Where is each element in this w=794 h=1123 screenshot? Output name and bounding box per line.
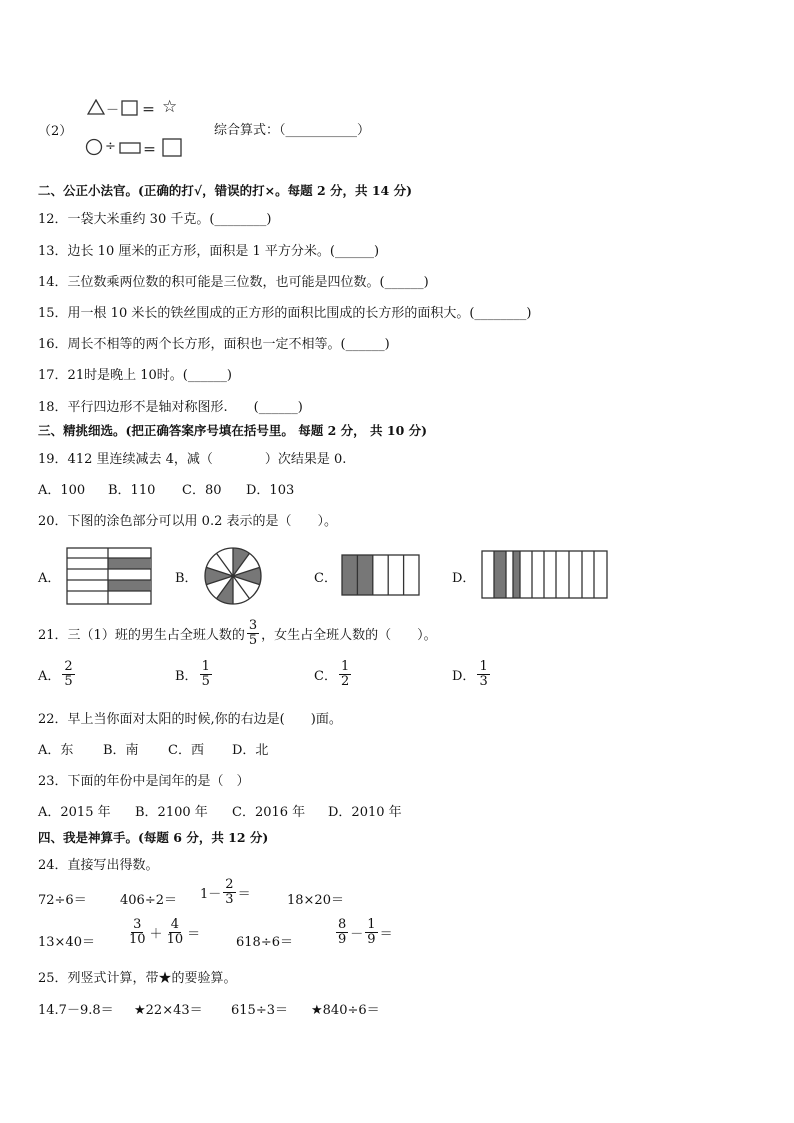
question-18: 18．平行四边形不是轴对称图形. (______) [38, 400, 303, 415]
q21-option-b-num: 1 [201, 659, 210, 674]
question-16: 16．周长不相等的两个长方形，面积也一定不相等。(______) [38, 337, 390, 352]
calc-72-div-6: 72÷6＝ [38, 893, 87, 908]
plus-sign: ＋ [149, 926, 163, 942]
calc-618-div-6: 618÷6＝ [236, 935, 293, 950]
equals-sign: ＝ [379, 926, 393, 942]
frac-den: 10 [129, 931, 146, 947]
q22-option-c: C．西 [168, 743, 204, 758]
calc-615-div-3: 615÷3＝ [231, 1003, 288, 1018]
question-12: 12．一袋大米重约 30 千克。(________) [38, 212, 272, 227]
q22-option-d: D．北 [232, 743, 269, 758]
q22-option-a: A．东 [38, 743, 74, 758]
question-13: 13．边长 10 厘米的正方形，面积是 1 平方分米。(______) [38, 244, 380, 259]
square-icon [121, 100, 138, 116]
q23-option-c: C．2016 年 [232, 805, 306, 820]
question-21 [38, 619, 437, 647]
frac-num: 1 [367, 917, 376, 932]
q21-option-d-label: D． [452, 668, 476, 684]
q21-option-a-den: 5 [64, 673, 73, 689]
q21-fraction [247, 619, 259, 647]
q21-option-c [314, 660, 353, 688]
q21-option-c-label: C． [314, 668, 337, 684]
q23-option-a: A．2015 年 [38, 805, 111, 820]
q20-figure-a [66, 547, 152, 605]
frac-num: 3 [133, 917, 142, 932]
q20-figure-c [341, 554, 421, 596]
question-20: 20．下图的涂色部分可以用 0.2 表示的是（ ）。 [38, 514, 337, 529]
frac-num: 8 [338, 917, 347, 932]
calc-8-9-minus-1-9 [334, 918, 393, 946]
divide-sign: ÷ [105, 139, 116, 154]
calc-1-minus-2-3 [200, 878, 251, 906]
q20-label-d: D． [452, 571, 476, 586]
question-15: 15．用一根 10 米长的铁丝围成的正方形的面积比围成的长方形的面积大。(________) [38, 306, 532, 321]
q20-label-a: A． [38, 571, 61, 586]
question-23: 23．下面的年份中是闰年的是（ ） [38, 774, 250, 789]
q21-numerator: 3 [248, 618, 258, 633]
section2-title: 二、公正小法官。(正确的打√，错误的打×。每题 2 分，共 14 分) [38, 183, 413, 198]
q21-option-b-den: 5 [201, 673, 210, 689]
q21-option-b-label: B． [175, 668, 198, 684]
question-22: 22．早上当你面对太阳的时候,你的右边是( )面。 [38, 712, 342, 727]
calc-840-div-6: ★840÷6＝ [311, 1003, 380, 1018]
equals-sign: ＝ [187, 926, 201, 942]
q21-option-b [175, 660, 214, 688]
calc-18-times-20: 18×20＝ [287, 893, 344, 908]
q2-label: （2） [38, 124, 73, 139]
q21-option-d-num: 1 [479, 659, 488, 674]
q21-denominator: 5 [248, 632, 258, 648]
rectangle-icon [119, 142, 141, 154]
q20-label-b: B． [175, 571, 198, 586]
q21-option-c-den: 2 [340, 673, 350, 689]
equals-sign: ＝ [142, 103, 156, 118]
minus-sign: － [106, 103, 120, 118]
q21-option-a-num: 2 [64, 659, 73, 674]
q23-option-b: B．2100 年 [135, 805, 208, 820]
q21-stem-before: 21．三（1）班的男生占全班人数的 [38, 627, 245, 643]
triangle-icon [87, 99, 105, 115]
q20-figure-b [203, 546, 263, 606]
circle-icon [85, 138, 103, 156]
square-icon-2 [162, 138, 182, 157]
frac-num: 2 [225, 877, 234, 892]
frac-den: 3 [225, 891, 234, 907]
section3-title: 三、精挑细选。(把正确答案序号填在括号里。 每题 2 分， 共 10 分) [38, 423, 428, 438]
formula-label: 综合算式：（___________） [214, 123, 371, 138]
q21-option-d [452, 660, 492, 688]
star-icon: ☆ [162, 97, 178, 117]
q21-option-c-num: 1 [340, 659, 350, 674]
frac-den: 10 [166, 931, 184, 947]
frac-num: 4 [170, 917, 179, 932]
calc-22-times-43: ★22×43＝ [134, 1003, 203, 1018]
question-25: 25．列竖式计算，带★的要验算。 [38, 971, 237, 986]
q23-option-d: D．2010 年 [328, 805, 402, 820]
q19-option-c: C．80 [182, 483, 222, 498]
calc-1-minus: 1－ [200, 886, 222, 902]
q21-option-a-label: A． [38, 668, 61, 684]
calc-406-div-2: 406÷2＝ [120, 893, 177, 908]
calc-13-times-40: 13×40＝ [38, 935, 95, 950]
question-17: 17．21时是晚上 10时。(______) [38, 368, 232, 383]
section4-title: 四、我是神算手。(每题 6 分，共 12 分) [38, 830, 269, 845]
question-19: 19．412 里连续减去 4，减（ ）次结果是 0. [38, 452, 347, 467]
equals-sign-2: ＝ [143, 143, 157, 158]
frac-den: 9 [338, 931, 347, 947]
question-24: 24．直接写出得数。 [38, 858, 159, 873]
minus-sign: － [350, 926, 364, 942]
q21-stem-after: ，女生占全班人数的（ ）。 [261, 627, 437, 643]
q20-label-c: C． [314, 571, 337, 586]
frac-den: 9 [367, 931, 376, 947]
q19-option-b: B．110 [108, 483, 156, 498]
q19-option-d: D．103 [246, 483, 295, 498]
calc-14.7-minus-9.8: 14.7－9.8＝ [38, 1003, 114, 1018]
q21-option-a [38, 660, 77, 688]
calc-3-10-plus-4-10 [125, 918, 200, 946]
q20-figure-d [481, 550, 608, 599]
equals-sign: ＝ [237, 886, 251, 902]
q19-option-a: A．100 [38, 483, 86, 498]
q21-option-d-den: 3 [479, 673, 488, 689]
question-14: 14．三位数乘两位数的积可能是三位数，也可能是四位数。(______) [38, 275, 429, 290]
q22-option-b: B．南 [103, 743, 139, 758]
